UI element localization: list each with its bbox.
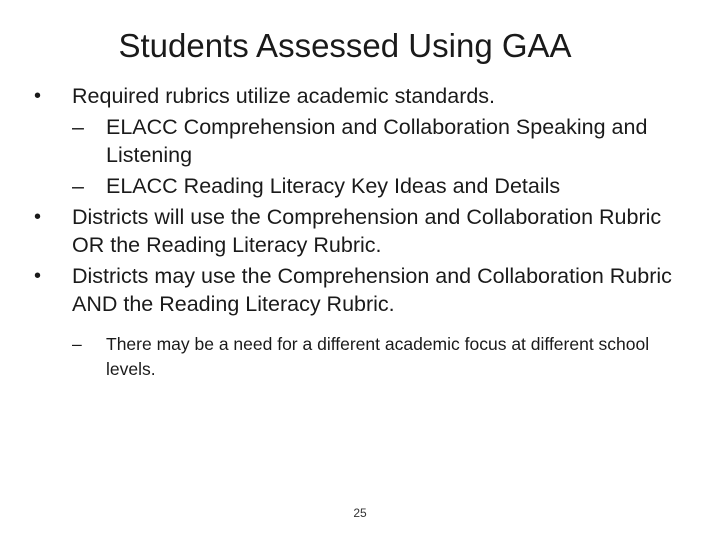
bullet-item — [34, 203, 694, 259]
slide-title: Students Assessed Using GAA — [118, 27, 572, 64]
sub-bullet-text: There may be a need for a different academic focus at different school levels. — [106, 334, 650, 379]
bullet-icon: • — [34, 265, 42, 287]
dash-icon: – — [72, 334, 82, 354]
bullet-text: Required rubrics utilize academic standards. — [72, 84, 496, 108]
slide-body — [34, 82, 694, 385]
sub-bullet-item — [34, 113, 694, 169]
sub-bullet-item — [34, 332, 694, 382]
dash-icon: – — [72, 115, 84, 139]
bullet-text: Districts will use the Comprehension and Collaboration Rubric OR the Reading Literacy Rubric. — [72, 205, 662, 257]
sub-bullet-item — [34, 172, 694, 200]
bullet-icon: • — [34, 206, 42, 228]
bullet-item — [34, 262, 694, 318]
bullet-icon: • — [34, 85, 42, 107]
dash-icon: – — [72, 174, 84, 198]
sub-bullet-text: ELACC Reading Literacy Key Ideas and Details — [106, 174, 561, 198]
sub-bullet-text: ELACC Comprehension and Collaboration Speaking and Listening — [106, 115, 648, 167]
page-number: 25 — [353, 506, 367, 520]
bullet-text: Districts may use the Comprehension and Collaboration Rubric AND the Reading Literacy Rubric. — [72, 264, 672, 316]
bullet-item — [34, 82, 694, 110]
